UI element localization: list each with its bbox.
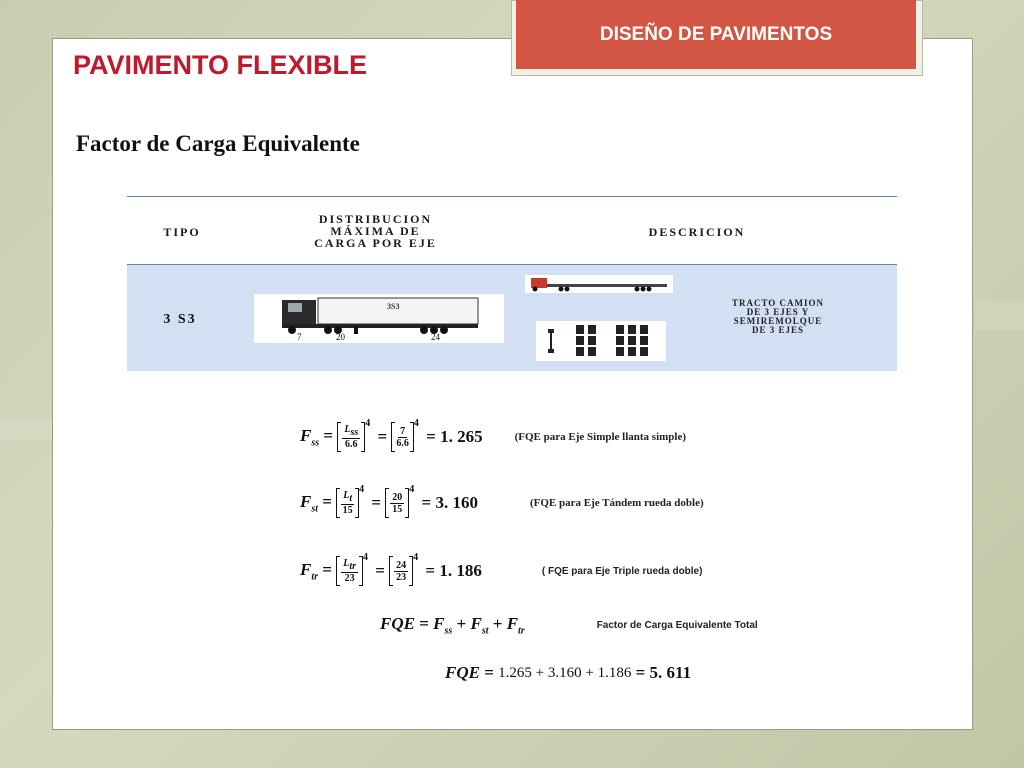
formula-fst-val-num: 20 (392, 491, 403, 503)
formula-fss-result: 1. 265 (440, 427, 483, 446)
formula-fqe-sum-note: Factor de Carga Equivalente Total (596, 619, 758, 631)
formula-fss-exp: 4 (365, 417, 371, 429)
section-header-label: DISEÑO DE PAVIMENTOS (599, 24, 833, 45)
axle-diagram (536, 321, 666, 361)
formula-fss-sym-num: L (344, 424, 351, 435)
header-tipo: TIPO (163, 225, 201, 239)
header-distribucion-line: DISTRIBUCION (318, 212, 433, 226)
formula-ftr-val-num: 24 (396, 559, 407, 571)
background-stripe (975, 300, 1024, 330)
header-distribucion-line: CARGA POR EJE (314, 236, 437, 250)
formula-fst-lhs: F (300, 491, 312, 511)
formula-fst-note: (FQE para Eje Tándem rueda doble) (529, 497, 704, 509)
formula-fss-val-den: 6.6 (396, 437, 409, 449)
formula-fss-lhs: F (300, 425, 312, 445)
formula-fqe-term2-sub: st (481, 625, 489, 637)
description-line: TRACTO CAMION (731, 298, 825, 308)
formula-fst: $F_{st}$ = $\frac{L_t}{15}$ 4 = $\frac{20}{15}$ 4 = 3. 160 (FQE para Eje Tándem rueda doble) (300, 483, 704, 516)
formula-ftr-sym-num: L (343, 558, 350, 569)
formula-fst-result: 3. 160 (435, 493, 478, 512)
formula-fqe-total: FQE = 1.265 + 3.160 + 1.186 = 5. 611 (445, 663, 692, 682)
formula-fqe-total-lhs: FQE (445, 663, 480, 682)
formula-fqe-sum-lhs: FQE (380, 614, 415, 633)
formula-ftr: $F_{tr}$ = $\frac{L_{tr}}{23}$ 4 = $\frac{24}{23}$ 4 = 1. 186 ( FQE para Eje Triple rueda doble) (300, 551, 703, 584)
formula-fss-note: (FQE para Eje Simple llanta simple) (514, 431, 687, 443)
formula-fss-sym-sub: ss (350, 427, 359, 438)
formula-fqe-sum: FQE = $F_{ss} + F_{st} + F_{tr}$ Factor de Carga Equivalente Total (380, 614, 758, 637)
header-distribucion-line: MÁXIMA DE (330, 224, 421, 238)
formula-fst-sym-num: L (343, 490, 350, 501)
vehicle-table (127, 196, 897, 371)
formula-fss-sub: ss (311, 437, 320, 449)
formula-fqe-term3-sub: tr (518, 625, 525, 637)
formula-fst-sym-den: 15 (342, 505, 353, 516)
formula-ftr-val-den: 23 (396, 571, 407, 583)
axle-load-triple: 24 (431, 332, 440, 342)
formula-fss-sym-den: 6.6 (345, 439, 358, 450)
formula-fqe-total-result: 5. 611 (649, 663, 692, 682)
formula-fqe-term1: F (433, 614, 445, 633)
truck-label: 3S3 (387, 302, 400, 311)
formula-ftr-result: 1. 186 (439, 561, 482, 580)
formula-ftr-sub: tr (311, 571, 319, 583)
formula-fqe-term2: F (470, 614, 482, 633)
formula-fss-exp2: 4 (413, 417, 419, 429)
formula-ftr-exp: 4 (362, 551, 368, 563)
formula-fst-sub: st (311, 503, 319, 515)
formula-fqe-term3: F (506, 614, 519, 633)
axle-configuration-icon (536, 321, 666, 361)
formula-ftr-sym-sub: tr (349, 561, 356, 572)
formula-fst-sym-sub: t (349, 493, 353, 504)
truck-image (254, 294, 504, 343)
cell-descripcion (693, 299, 863, 335)
axle-load-tandem: 20 (336, 332, 345, 342)
formula-ftr-lhs: F (300, 559, 312, 579)
truck-illustration (254, 294, 504, 343)
formula-fss-val-num: 7 (400, 425, 406, 437)
formula-ftr-note: ( FQE para Eje Triple rueda doble) (541, 565, 703, 577)
cell-tipo: 3 S3 (163, 312, 197, 327)
description-line: SEMIREMOLQUE (733, 316, 823, 326)
truck-side-icon (525, 275, 673, 293)
slide-title: PAVIMENTO FLEXIBLE (73, 50, 368, 80)
formula-fss: $F_{ss}$ = $\frac{L_{ss}}{6.6}$ 4 = $\frac{7}{6.6}$ 4 = 1. 265 (FQE para Eje Simple llanta simple) (300, 417, 687, 450)
formula-fst-val-den: 15 (392, 503, 403, 515)
formula-fst-exp2: 4 (409, 483, 415, 495)
description-line: DE 3 EJES (751, 325, 804, 335)
formula-fqe-term1-sub: ss (444, 625, 453, 637)
slide-subtitle: Factor de Carga Equivalente (76, 131, 360, 156)
formula-ftr-sym-den: 23 (344, 573, 355, 584)
background-stripe (0, 420, 60, 440)
table-row (127, 265, 897, 371)
header-descripcion: DESCRICION (648, 225, 746, 239)
description-line: DE 3 EJES Y (746, 307, 810, 317)
formula-fqe-total-expr: 1.265 + 3.160 + 1.186 (498, 664, 632, 681)
axle-load-front: 7 (297, 332, 302, 342)
truck-side-illustration (525, 275, 673, 293)
formula-fst-exp: 4 (359, 483, 365, 495)
table-header-row (127, 197, 897, 265)
formula-ftr-exp2: 4 (413, 551, 419, 563)
header-distribucion (263, 213, 488, 249)
